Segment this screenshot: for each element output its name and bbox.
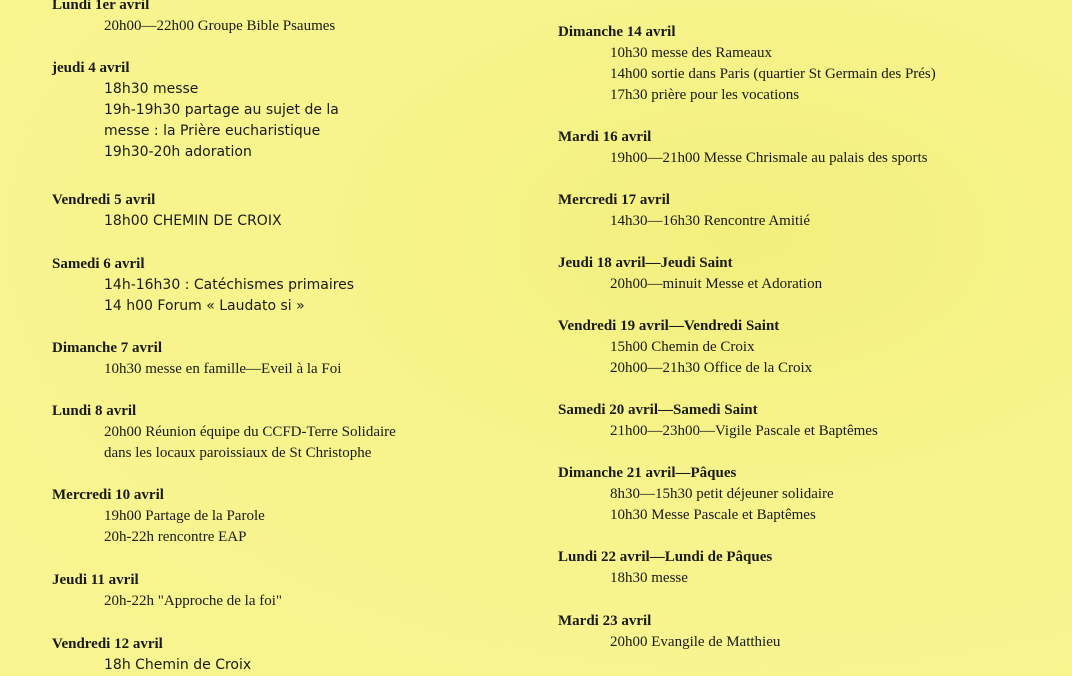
event-jeudi-11-avril (52, 570, 522, 612)
event-item: 14h30—16h30 Rencontre Amitié (610, 213, 810, 229)
event-jeudi-18-avril (558, 253, 1058, 295)
event-day: Jeudi 18 avril—Jeudi Saint (558, 255, 733, 271)
event-item: 19h00 Partage de la Parole (104, 508, 265, 524)
event-item: 20h00 Réunion équipe du CCFD-Terre Solidaire (104, 424, 396, 440)
event-item: 19h-19h30 partage au sujet de la (104, 102, 339, 118)
event-item: 21h00—23h00—Vigile Pascale et Baptêmes (610, 423, 878, 439)
event-item: 17h30 prière pour les vocations (610, 87, 800, 103)
event-item: 20h-22h "Approche de la foi" (104, 593, 283, 609)
event-item: 20h-22h rencontre EAP (104, 529, 247, 545)
event-item: 14h00 sortie dans Paris (quartier St Germain des Prés) (610, 66, 936, 82)
event-item: 15h00 Chemin de Croix (610, 339, 755, 355)
event-day: Mercredi 17 avril (558, 192, 670, 208)
event-item: 18h30 messe (104, 81, 199, 97)
event-day: Dimanche 7 avril (52, 340, 162, 356)
event-day: Vendredi 19 avril—Vendredi Saint (558, 318, 780, 334)
event-day: Lundi 8 avril (52, 403, 137, 419)
event-day: Lundi 22 avril—Lundi de Pâques (558, 549, 773, 565)
event-lundi-8-avril (52, 401, 522, 464)
event-samedi-6-avril (52, 254, 522, 317)
event-item: 18h Chemin de Croix (104, 657, 252, 673)
event-vendredi-19-avril (558, 316, 1058, 379)
event-day: Mardi 23 avril (558, 613, 652, 629)
event-day: Jeudi 11 avril (52, 572, 139, 588)
event-jeudi-4-avril (52, 58, 522, 163)
event-dimanche-7-avril (52, 338, 522, 380)
event-samedi-20-avril (558, 400, 1058, 442)
event-item: dans les locaux paroissiaux de St Christophe (104, 445, 372, 461)
event-mercredi-17-avril (558, 190, 1058, 232)
event-day: Lundi 1er avril (52, 0, 150, 13)
event-item: 18h00 CHEMIN DE CROIX (104, 213, 282, 229)
event-day: Vendredi 12 avril (52, 636, 163, 652)
event-day: jeudi 4 avril (52, 60, 130, 76)
event-mardi-23-avril (558, 611, 1058, 653)
event-vendredi-5-avril (52, 190, 522, 232)
event-dimanche-21-avril (558, 463, 1058, 526)
event-lundi-1-avril (52, 0, 522, 37)
event-day: Dimanche 21 avril—Pâques (558, 465, 737, 481)
event-day: Vendredi 5 avril (52, 192, 156, 208)
event-day: Samedi 6 avril (52, 256, 145, 272)
event-item: 20h00—minuit Messe et Adoration (610, 276, 823, 292)
event-item: 14h-16h30 : Catéchismes primaires (104, 277, 355, 293)
event-item: 20h00—22h00 Groupe Bible Psaumes (104, 18, 336, 34)
event-dimanche-14-avril (558, 22, 1058, 106)
event-item: 19h00—21h00 Messe Chrismale au palais des sports (610, 150, 928, 166)
event-lundi-22-avril (558, 547, 1058, 589)
event-item: 10h30 messe en famille—Eveil à la Foi (104, 361, 342, 377)
event-item: 20h00 Evangile de Matthieu (610, 634, 781, 650)
event-item: messe : la Prière eucharistique (104, 123, 321, 139)
event-day: Mardi 16 avril (558, 129, 652, 145)
event-day: Dimanche 14 avril (558, 24, 676, 40)
event-day: Samedi 20 avril—Samedi Saint (558, 402, 758, 418)
event-day: Mercredi 10 avril (52, 487, 164, 503)
event-mercredi-10-avril (52, 485, 522, 548)
event-item: 20h00—21h30 Office de la Croix (610, 360, 813, 376)
event-item: 10h30 Messe Pascale et Baptêmes (610, 507, 816, 523)
event-mardi-16-avril (558, 127, 1058, 169)
event-item: 10h30 messe des Rameaux (610, 45, 773, 61)
event-item: 8h30—15h30 petit déjeuner solidaire (610, 486, 834, 502)
event-item: 18h30 messe (610, 570, 688, 586)
event-vendredi-12-avril (52, 634, 522, 676)
event-item: 19h30-20h adoration (104, 144, 252, 160)
event-item: 14 h00 Forum « Laudato si » (104, 298, 305, 314)
